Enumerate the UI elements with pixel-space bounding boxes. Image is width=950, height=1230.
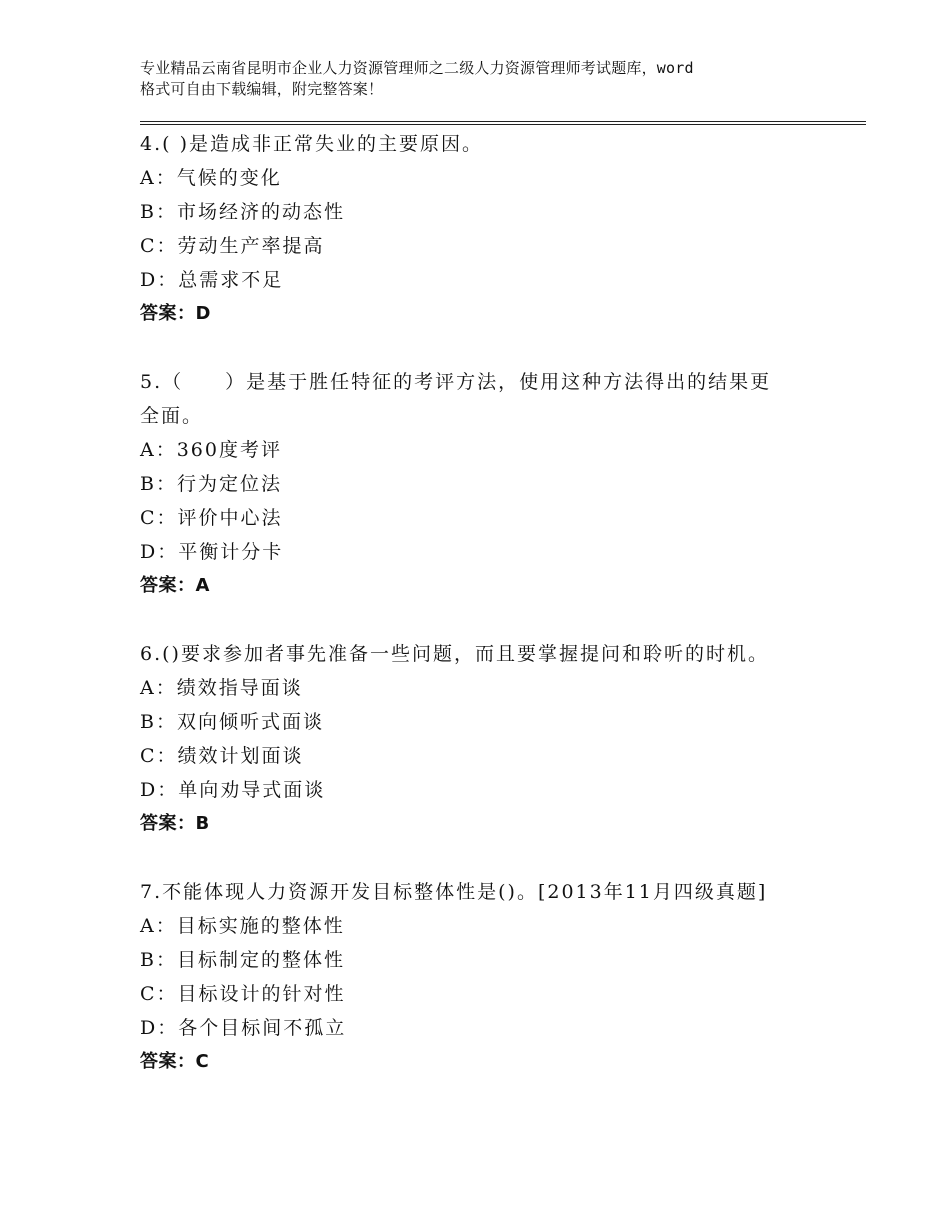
option-a: A：360度考评: [140, 439, 282, 461]
question-7: [140, 875, 840, 1079]
header-title-line-2: 格式可自由下载编辑，附完整答案！: [140, 80, 384, 98]
answer-label: 答案：C: [140, 1051, 210, 1072]
question-4: [140, 127, 840, 331]
document-header: [140, 58, 840, 100]
question-stem: 5.（ ）是基于胜任特征的考评方法，使用这种方法得出的结果更: [140, 371, 772, 393]
option-a: A：气候的变化: [140, 167, 282, 189]
option-d: D：单向劝导式面谈: [140, 779, 326, 801]
answer-label: 答案：A: [140, 575, 210, 596]
option-d: D：总需求不足: [140, 269, 284, 291]
option-b: B：行为定位法: [140, 473, 282, 495]
question-stem: 7.不能体现人力资源开发目标整体性是()。[2013年11月四级真题]: [140, 881, 768, 903]
option-d: D：各个目标间不孤立: [140, 1017, 347, 1039]
answer-label: 答案：D: [140, 303, 211, 324]
option-b: B：双向倾听式面谈: [140, 711, 324, 733]
question-6: [140, 637, 840, 841]
header-title-line-1: 专业精品云南省昆明市企业人力资源管理师之二级人力资源管理师考试题库，word: [140, 59, 694, 77]
question-5: [140, 365, 840, 603]
option-b: B：目标制定的整体性: [140, 949, 345, 971]
option-b: B：市场经济的动态性: [140, 201, 345, 223]
question-stem-continued: 全面。: [140, 405, 204, 427]
option-a: A：绩效指导面谈: [140, 677, 303, 699]
question-list: [140, 127, 840, 1079]
header-divider-bottom: [140, 124, 866, 125]
header-divider-top: [140, 121, 866, 122]
question-stem: 6.()要求参加者事先准备一些问题，而且要掌握提问和聆听的时机。: [140, 643, 769, 665]
question-spacer: [140, 603, 840, 637]
option-c: C：绩效计划面谈: [140, 745, 304, 767]
option-a: A：目标实施的整体性: [140, 915, 345, 937]
answer-label: 答案：B: [140, 813, 210, 834]
question-stem: 4.( )是造成非正常失业的主要原因。: [140, 133, 483, 155]
option-c: C：目标设计的针对性: [140, 983, 346, 1005]
question-spacer: [140, 841, 840, 875]
option-c: C：劳动生产率提高: [140, 235, 325, 257]
option-d: D：平衡计分卡: [140, 541, 284, 563]
question-spacer: [140, 331, 840, 365]
option-c: C：评价中心法: [140, 507, 283, 529]
